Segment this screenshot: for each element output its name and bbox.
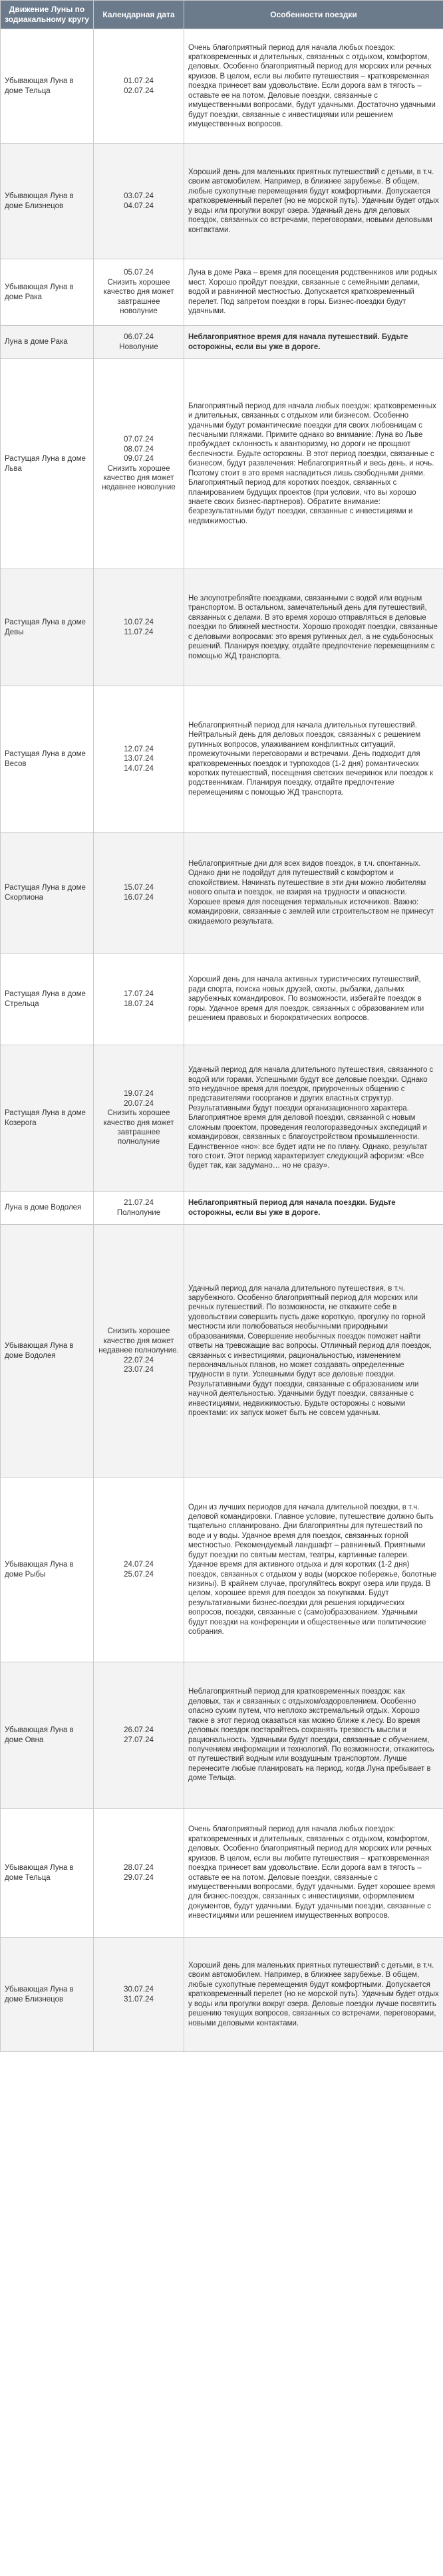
- date-cell: 19.07.24 20.07.24 Снизить хорошее качество дня может завтрашнее полнолуние: [94, 1045, 184, 1192]
- table-row: [1, 1225, 443, 1478]
- date-cell: 07.07.24 08.07.24 09.07.24 Снизить хорошее качество дня может недавнее новолуние: [94, 359, 184, 569]
- trip-description-cell: Удачный период для начала длительного путешествия, в т.ч. зарубежного. Особенно благоприятный период для морских или речных путешествий. По возможности, не откажите себе в удовольствии совершить пусть даже короткую, прогулку по горной местности или полюбоваться необычными природными образованиями. Совершение необычных поездок поможет найти ответы на тревожащие вас вопросы. Отличный период для поездок, связанных с инвестициями, рациональностью, изменением первоначальных планов, но может создавать определенные трудности в пути. Успешными будут все деловые поездки. Результативными будут поездки, связанные с образованием или научной деятельностью. Удачными будут поездки, связанные с инвестициями, недвижимостью. Будьте осторожны с новыми проектами: их запуск может быть не совсем удачным.: [184, 1225, 443, 1478]
- date-cell: Снизить хорошее качество дня может недавнее полнолуние. 22.07.24 23.07.24: [94, 1225, 184, 1478]
- table-row: [1, 326, 443, 359]
- date-cell: 03.07.24 04.07.24: [94, 144, 184, 259]
- table-row: [1, 359, 443, 569]
- trip-description-cell: Удачный период для начала длительного путешествия, связанного с водой или горами. Успешными будут все деловые поездки. Однако это неудачное время для поездок, приуроченных общению с представителями госорганов и других властных структур. Результативными будут поездки организационного характера. Благоприятное время для деловой поездки, связанной с новым сложным проектом, проведения геологоразведочных экспедиций и командировок, связанных с благоустройством промышленности. Единственное «но»: все будет идти не по плану. Однако, результат того стоит. Этот период характеризует следующий афоризм: «Все будет так, как задумано… но не сразу».: [184, 1045, 443, 1192]
- moon-position-cell: Растущая Луна в доме Весов: [1, 686, 94, 833]
- table-row: [1, 1192, 443, 1225]
- moon-position-cell: Убывающая Луна в доме Близнецов: [1, 1938, 94, 2052]
- date-cell: 28.07.24 29.07.24: [94, 1809, 184, 1938]
- table-row: [1, 29, 443, 144]
- trip-description-cell: Луна в доме Рака – время для посещения родственников или родных мест. Хорошо пройдут поездки, связанные с семейными делами, водой и равнинной местностью. Допускается кратковременный перелет. Под запретом поездки в горы. Бизнес-поездки будут удачными.: [184, 259, 443, 326]
- moon-position-cell: Луна в доме Водолея: [1, 1192, 94, 1225]
- table-row: [1, 954, 443, 1045]
- table-row: [1, 144, 443, 259]
- header-trip-features: Особенности поездки: [184, 1, 443, 29]
- moon-position-cell: Луна в доме Рака: [1, 326, 94, 359]
- table-row: [1, 1938, 443, 2052]
- date-cell: 30.07.24 31.07.24: [94, 1938, 184, 2052]
- moon-position-cell: Растущая Луна в доме Козерога: [1, 1045, 94, 1192]
- date-cell: 01.07.24 02.07.24: [94, 29, 184, 144]
- date-cell: 06.07.24 Новолуние: [94, 326, 184, 359]
- date-cell: 10.07.24 11.07.24: [94, 569, 184, 686]
- trip-description-cell: Неблагоприятный период для начала поездки. Будьте осторожны, если вы уже в дороге.: [184, 1192, 443, 1225]
- trip-description-cell: Один из лучших периодов для начала длительной поездки, в т.ч. деловой командировки. Главное условие, путешествие должно быть тщательно спланировано. Дни благоприятны для путешествий по воде и у воды. Удачное время для поездок, связанных горной местностью. Рекомендуемый ландшафт – равнинный. Приятными будут поездки по святым местам, театры, картинные галереи. Удачное время для активного отдыха и для коротких (1-2 дня) поездок, связанных с отдыхом у воды (морское побережье, болотные низины). В крайнем случае, прогуляйтесь вокруг озера или пруда. В целом, хорошее время для поездок за покупками. Будут результативными бизнес-поездки для решения юридических вопросов, поездки, связанные с (само)образованием. Удачными будут поездки на конференции и общественные или политические собрания.: [184, 1478, 443, 1662]
- date-cell: 12.07.24 13.07.24 14.07.24: [94, 686, 184, 833]
- date-cell: 26.07.24 27.07.24: [94, 1662, 184, 1809]
- trip-description-cell: Неблагоприятные дни для всех видов поездок, в т.ч. спонтанных. Однако дни не подойдут для путешествий с комфортом и спокойствием. Начинать путешествие в эти дни можно любителям нового опыта и поездок, не взирая на трудности и опасности. Хорошее время для посещения термальных источников. Важно: командировки, связанные с землей или строительством не принесут ожидаемого результата.: [184, 833, 443, 954]
- trip-description-cell: Хороший день для маленьких приятных путешествий с детьми, в т.ч. своим автомобилем. Например, в ближнее зарубежье. В общем, любые сухопутные перемещения будут комфортными. Допускается кратковременный перелет (но не морской путь). Удачным будет отдых у воды или прогулки вокруг озера. Деловые поездки лучше посвятить решению текущих вопросов, связанных со встречами, переговорами, новыми деловыми контактами.: [184, 1938, 443, 2052]
- table-row: [1, 1662, 443, 1809]
- header-moon-movement: Движение Луны по зодиакальному кругу: [1, 1, 94, 29]
- moon-position-cell: Растущая Луна в доме Стрельца: [1, 954, 94, 1045]
- table-row: [1, 686, 443, 833]
- trip-description-cell: Очень благоприятный период для начала любых поездок: кратковременных и длительных, связанных с отдыхом, комфортом, деловых. Особенно благоприятный период для морских или речных круизов. В целом, если вы любите путешествия – кратковременная поездка принесет вам удовольствие. Если дорога вам в тягость – оставьте ее на потом. Деловые поездки, связанные с имущественными вопросами, будут удачными. Будет хорошее время для бизнес-поездок, связанных с инвестициями, оформлением документов, будут удачными. Будут удачными поездки, связанные с инвестициями или решением имущественных вопросов.: [184, 1809, 443, 1938]
- moon-position-cell: Убывающая Луна в доме Рака: [1, 259, 94, 326]
- table-row: [1, 569, 443, 686]
- trip-description-cell: Очень благоприятный период для начала любых поездок: кратковременных и длительных, связанных с отдыхом, комфортом, деловых. Особенно благоприятный период для морских или речных круизов. В целом, если вы любите путешествия – кратковременная поездка принесет вам удовольствие. Если дорога вам в тягость – оставьте ее на потом. Деловые поездки, связанные с имущественными вопросами, будут удачными. Достаточно удачными будут поездки, связанные с инвестициями или решением имущественных вопросов.: [184, 29, 443, 144]
- trip-description-cell: Хороший день для начала активных туристических путешествий, ради спорта, поиска новых друзей, охоты, рыбалки, дальних зарубежных командировок. По возможности, избегайте поездок в горы. Удачное время для поездок, связанных с образованием или решением правовых и бюрократических вопросов.: [184, 954, 443, 1045]
- table-row: [1, 1045, 443, 1192]
- moon-position-cell: Убывающая Луна в доме Тельца: [1, 1809, 94, 1938]
- trip-description-cell: Неблагоприятный период для начала длительных путешествий. Нейтральный день для деловых поездок, связанных с решением рутинных вопросов, улаживанием конфликтных ситуаций, промежуточными переговорами и встречами. День подходит для кратковременных поездок и турпоходов (1-2 дня) романтических коротких путешествий, посещения светских вечеринок или поездок к родственникам. Планируя поездку, отдайте предпочтение перемещениям с помощью ЖД транспорта.: [184, 686, 443, 833]
- trip-description-cell: Неблагоприятный период для кратковременных поездок: как деловых, так и связанных с отдыхом/оздоровлением. Особенно опасно сухим путем, что неплохо экстремальный отдых. Хорошо также в этот период оказаться как можно ближе к лесу. Во время деловых поездок постарайтесь сохранять трезвость мысли и рациональность. Удачными будут поездки, связанные с обучением, получением информации и технологий. По возможности, откажитесь от путешествий водным или воздушным транспортом. Лучше перенесите любые планировать на период, когда Луна пребывает в доме Тельца.: [184, 1662, 443, 1809]
- trip-description-cell: Благоприятный период для начала любых поездок: кратковременных и длительных, связанных с отдыхом или бизнесом. Особенно удачными будут романтические поездки для своих любовницам с песчаными пляжами. Примите однако во внимание: Луна во Льве пробуждает склонность к авантюризму, но дороги не прощают беспечности. Будьте осторожны. В этот период поездки, связанные с бизнесом, будут развлечения: Неблагоприятный и весь день, и ночь. Поэтому стоит в это время насладиться лишь свободными днями. Благоприятный период для коротких поездок, связанных с планированием будущих проектов (при условии, что вы хорошо знаете своих бизнес-партнеров). Обратите внимание: безрезультатными будут поездки, связанные с инвестициями и недвижимостью.: [184, 359, 443, 569]
- moon-position-cell: Растущая Луна в доме Льва: [1, 359, 94, 569]
- header-calendar-date: Календарная дата: [94, 1, 184, 29]
- trip-description-cell: Не злоупотребляйте поездками, связанными с водой или водным транспортом. В остальном, замечательный день для путешествий, связанных с делами. В это время хорошо отправляться в деловые поездки по ближней местности. Хорошо проходят поездки, связанные с деловыми вопросами: это время рутинных дел, а не судьбоносных решений. Планируя поездку, отдайте предпочтение перемещениям с помощью ЖД транспорта.: [184, 569, 443, 686]
- moon-position-cell: Убывающая Луна в доме Близнецов: [1, 144, 94, 259]
- table-row: [1, 259, 443, 326]
- table-row: [1, 1809, 443, 1938]
- table-header-row: [1, 1, 443, 29]
- moon-position-cell: Растущая Луна в доме Скорпиона: [1, 833, 94, 954]
- date-cell: 15.07.24 16.07.24: [94, 833, 184, 954]
- trip-description-cell: Хороший день для маленьких приятных путешествий с детьми, в т.ч. своим автомобилем. Например, в ближнее зарубежье. В общем, любые сухопутные перемещения будут комфортными. Допускается кратковременный перелет (но не морской путь). Удачным будет отдых у воды или прогулки вокруг озера. Удачный день для деловых поездок, связанных со встречами, переговорами, новыми деловыми контактами.: [184, 144, 443, 259]
- moon-position-cell: Убывающая Луна в доме Овна: [1, 1662, 94, 1809]
- moon-position-cell: Убывающая Луна в доме Водолея: [1, 1225, 94, 1478]
- moon-position-cell: Убывающая Луна в доме Тельца: [1, 29, 94, 144]
- date-cell: 17.07.24 18.07.24: [94, 954, 184, 1045]
- table-row: [1, 833, 443, 954]
- date-cell: 24.07.24 25.07.24: [94, 1478, 184, 1662]
- moon-position-cell: Убывающая Луна в доме Рыбы: [1, 1478, 94, 1662]
- table-row: [1, 1478, 443, 1662]
- date-cell: 21.07.24 Полнолуние: [94, 1192, 184, 1225]
- trip-description-cell: Неблагоприятное время для начала путешествий. Будьте осторожны, если вы уже в дороге.: [184, 326, 443, 359]
- date-cell: 05.07.24 Снизить хорошее качество дня может завтрашнее новолуние: [94, 259, 184, 326]
- moon-position-cell: Растущая Луна в доме Девы: [1, 569, 94, 686]
